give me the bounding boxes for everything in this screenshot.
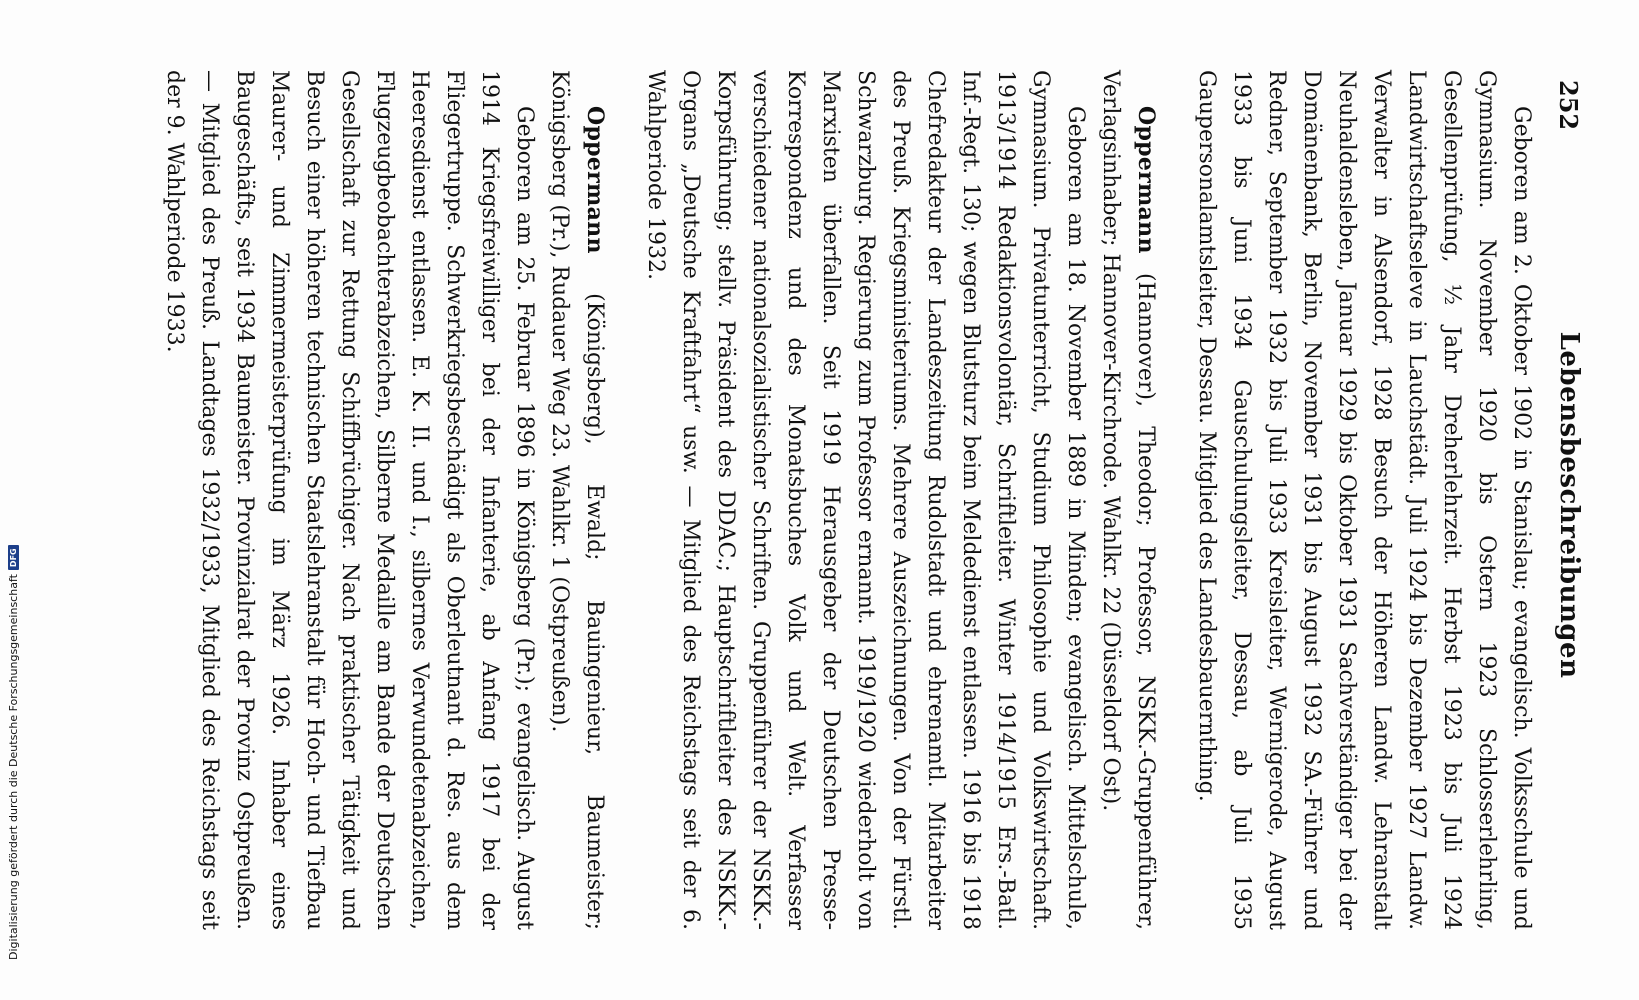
page-body: [131, 70, 1539, 930]
biography-entry-oppermann-koenigsberg: [157, 70, 612, 930]
page-number: 252: [1554, 80, 1584, 131]
entry-paragraph: Geboren am 25. Februar 1896 in Königsberg (Pr.); evangelisch. August 1914 Kriegsfreiwilliger bei der Infanterie, ab Anfang 1917 bei der Fliegertruppe. Schwerkriegsbeschädigt als Oberleutnant d. Res. aus dem Heeresdienst entlassen. E. K. II. und I., silbernes Verwundetenabzeichen, Flugzeugbeobachterabzeichen, Silberne Medaille am Bande der Deutschen Gesellschaft zur Rettung Schiffbrüchiger. Nach praktischer Tätigkeit und Besuch einer höheren technischen Staatslehranstalt für Hoch- und Tiefbau Maurer- und Zimmermeisterprüfung im März 1926. Inhaber eines Baugeschäfts, seit 1934 Baumeister. Provinzialrat der Provinz Ostpreußen. — Mitglied des Preuß. Landtages 1932/1933, Mitglied des Reichstags seit der 9. Wahlperiode 1933.: [162, 70, 537, 930]
entry-paragraph: Geboren am 18. November 1889 in Minden; evangelisch. Mittelschule, Gymnasium. Privatunterricht, Studium Philosophie und Volkswirtschaft. 1913/1914 Redaktionsvolontär, Schriftleiter. Winter 1914/1915 Ers.-Batl. Inf.-Regt. 130; wegen Blutsturz beim Meldedienst entlassen. 1916 bis 1918 Chefredakteur der Landeszeitung Rudolstadt und ehrenamtl. Mitarbeiter des Preuß. Kriegsministeriums. Mehrere Auszeichnungen. Von der Fürstl. Schwarzburg. Regierung zum Professor ernannt. 1919/1920 wiederholt von Marxisten überfallen. Seit 1919 Herausgeber der Deutschen Presse-Korrespondenz und des Monatsbuches Volk und Welt. Verfasser verschiedener nationalsozialistischer Schriften. Gruppenführer der NSKK.-Korpsführung; stellv. Präsident des DDAC.; Hauptschriftleiter des NSKK.-Organs „Deutsche Kraftfahrt“ usw. — Mitglied des Reichstags seit der 6. Wahlperiode 1932.: [643, 70, 1088, 930]
biography-entry-continued: [1189, 70, 1539, 930]
biography-entry-oppermann-hannover: [638, 70, 1163, 930]
digitization-credit: [7, 60, 20, 960]
credit-text: Digitalisierung gefördert durch die Deutsche Forschungsgemeinschaft: [7, 574, 20, 960]
entry-heading: [542, 70, 612, 930]
entry-name: Oppermann: [1133, 106, 1159, 254]
entry-head-text: (Hannover), Theodor; Professor, NSKK.-Gruppenführer, Verlagsinhaber; Hannover-Kirchrode. Wahlkr. 22 (Düsseldorf Ost).: [1098, 70, 1158, 930]
entry-paragraph: Geboren am 2. Oktober 1902 in Stanislau; evangelisch. Volksschule und Gymnasium. November 1920 bis Ostern 1923 Schlosserlehrling, Gesellenprüfung, ½ Jahr Dreherlehrzeit. Herbst 1923 bis Juli 1924 Landwirtschaftseleve in Lauchstädt. Juli 1924 bis Dezember 1927 Landw. Verwalter in Alsendorf, 1928 Besuch der Höheren Landw. Lehranstalt Neuhaldensleben, Januar 1929 bis Oktober 1931 Sachverständiger bei der Domänenbank, Berlin, November 1931 bis August 1932 SA.-Führer und Redner, September 1932 bis Juli 1933 Kreisleiter, Wernigerode, August 1933 bis Juni 1934 Gauschulungsleiter, Dessau, ab Juli 1935 Gaupersonalamtsleiter, Dessau. Mitglied des Landesbauernthing.: [1194, 70, 1534, 930]
dfg-logo-icon: DFG: [8, 545, 19, 570]
running-head: Lebensbeschreibungen: [1554, 331, 1584, 679]
digitization-credit-strip: [0, 0, 40, 1000]
entry-head-text: (Königsberg), Ewald; Bauingenieur, Baumeister; Königsberg (Pr.), Rudauer Weg 23. Wahlkr. 1 (Ostpreußen).: [547, 70, 607, 930]
entry-name: Oppermann: [582, 106, 608, 254]
page-header: [1549, 80, 1589, 920]
entry-heading: [1093, 70, 1163, 930]
